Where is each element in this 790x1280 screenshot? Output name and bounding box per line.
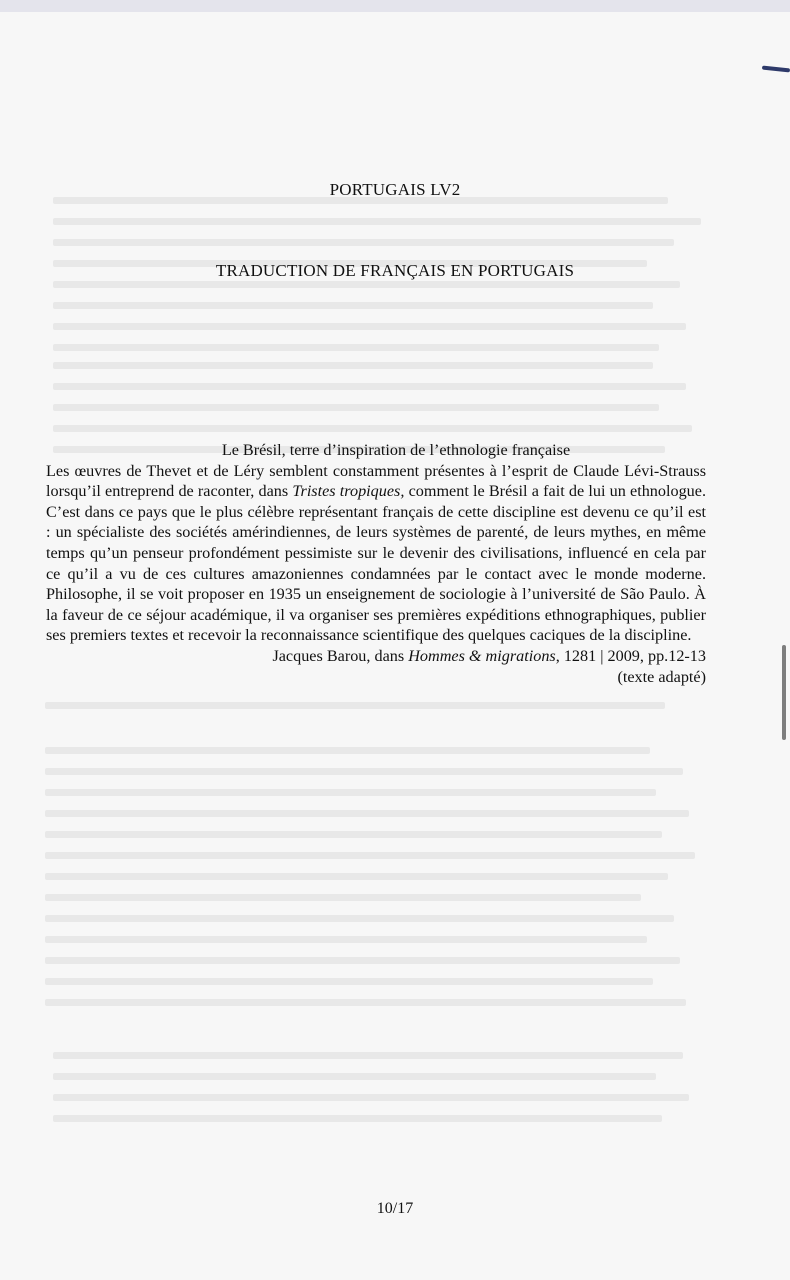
scrollbar-thumb[interactable] xyxy=(782,645,786,740)
bleed-through-line xyxy=(45,768,683,775)
source-reference: , 1281 | 2009, pp.12-13 xyxy=(555,646,706,665)
bleed-through-line xyxy=(45,831,662,838)
adaptation-note: (texte adapté) xyxy=(617,667,706,686)
bleed-through-line xyxy=(45,915,674,922)
bleed-through-line xyxy=(53,239,674,246)
bleed-through-line xyxy=(45,702,665,709)
bleed-through-line xyxy=(53,281,680,288)
bleed-through-line xyxy=(53,1115,662,1122)
article-body xyxy=(46,461,706,646)
bleed-through-line xyxy=(53,1052,683,1059)
article-body-part1: Les œuvres de Thevet et de Léry semblent constamment présentes à l’esprit de Claude Lévi-Strauss lorsqu’il entreprend de raconter, dans xyxy=(46,461,706,501)
bleed-through-line xyxy=(53,362,653,369)
bleed-through-line xyxy=(45,894,641,901)
bleed-through-line xyxy=(53,425,692,432)
source-journal: Hommes & migrations xyxy=(408,646,556,665)
book-title: Tristes tropiques, xyxy=(292,482,405,501)
bleed-through-line xyxy=(45,873,668,880)
article-body-part2: comment le Brésil a fait de lui un ethnologue. C’est dans ce pays que le plus célèbre représentant français de cette discipline est devenu ce qu’il est : un spécialiste des sociétés amérindiennes, de leurs systèmes de parenté, de leurs mythes, en même temps qu’un penseur profondément pessimiste sur le devenir des civilisations, influencé en cela par ce qu’il a vu de ces cultures amazoniennes condamnées par le contact avec le monde moderne. Philosophe, il se voit proposer en 1935 un enseignement de sociologie à l’université de São Paulo. À la faveur de ce séjour académique, il va organiser ses premières expéditions ethnographiques, publier ses premiers textes et recevoir la reconnaissance scientifique des quelques caciques de la discipline. xyxy=(46,482,706,645)
bleed-through-line xyxy=(45,999,686,1006)
exercise-title: TRADUCTION DE FRANÇAIS EN PORTUGAIS xyxy=(215,261,575,280)
bleed-through-line xyxy=(45,852,695,859)
bleed-through-line xyxy=(53,404,659,411)
bleed-through-line xyxy=(53,344,659,351)
article-title: Le Brésil, terre d’inspiration de l’ethnologie française xyxy=(221,441,571,459)
page-title: PORTUGAIS LV2 xyxy=(329,180,461,199)
bleed-through-line xyxy=(53,383,686,390)
page-number: 10/17 xyxy=(376,1200,414,1217)
bleed-through-line xyxy=(45,957,680,964)
document-page xyxy=(0,12,790,1280)
bleed-through-line xyxy=(45,978,653,985)
bleed-through-line xyxy=(53,323,686,330)
bleed-through-line xyxy=(45,747,650,754)
bleed-through-line xyxy=(53,1094,689,1101)
article-block xyxy=(46,440,706,687)
article-source xyxy=(46,646,706,667)
bleed-through-line xyxy=(53,302,653,309)
bleed-through-line xyxy=(53,1073,656,1080)
source-author: Jacques Barou, dans xyxy=(272,646,409,665)
bleed-through-line xyxy=(45,789,656,796)
bleed-through-line xyxy=(45,810,689,817)
bleed-through-line xyxy=(45,936,647,943)
bleed-through-line xyxy=(53,218,701,225)
